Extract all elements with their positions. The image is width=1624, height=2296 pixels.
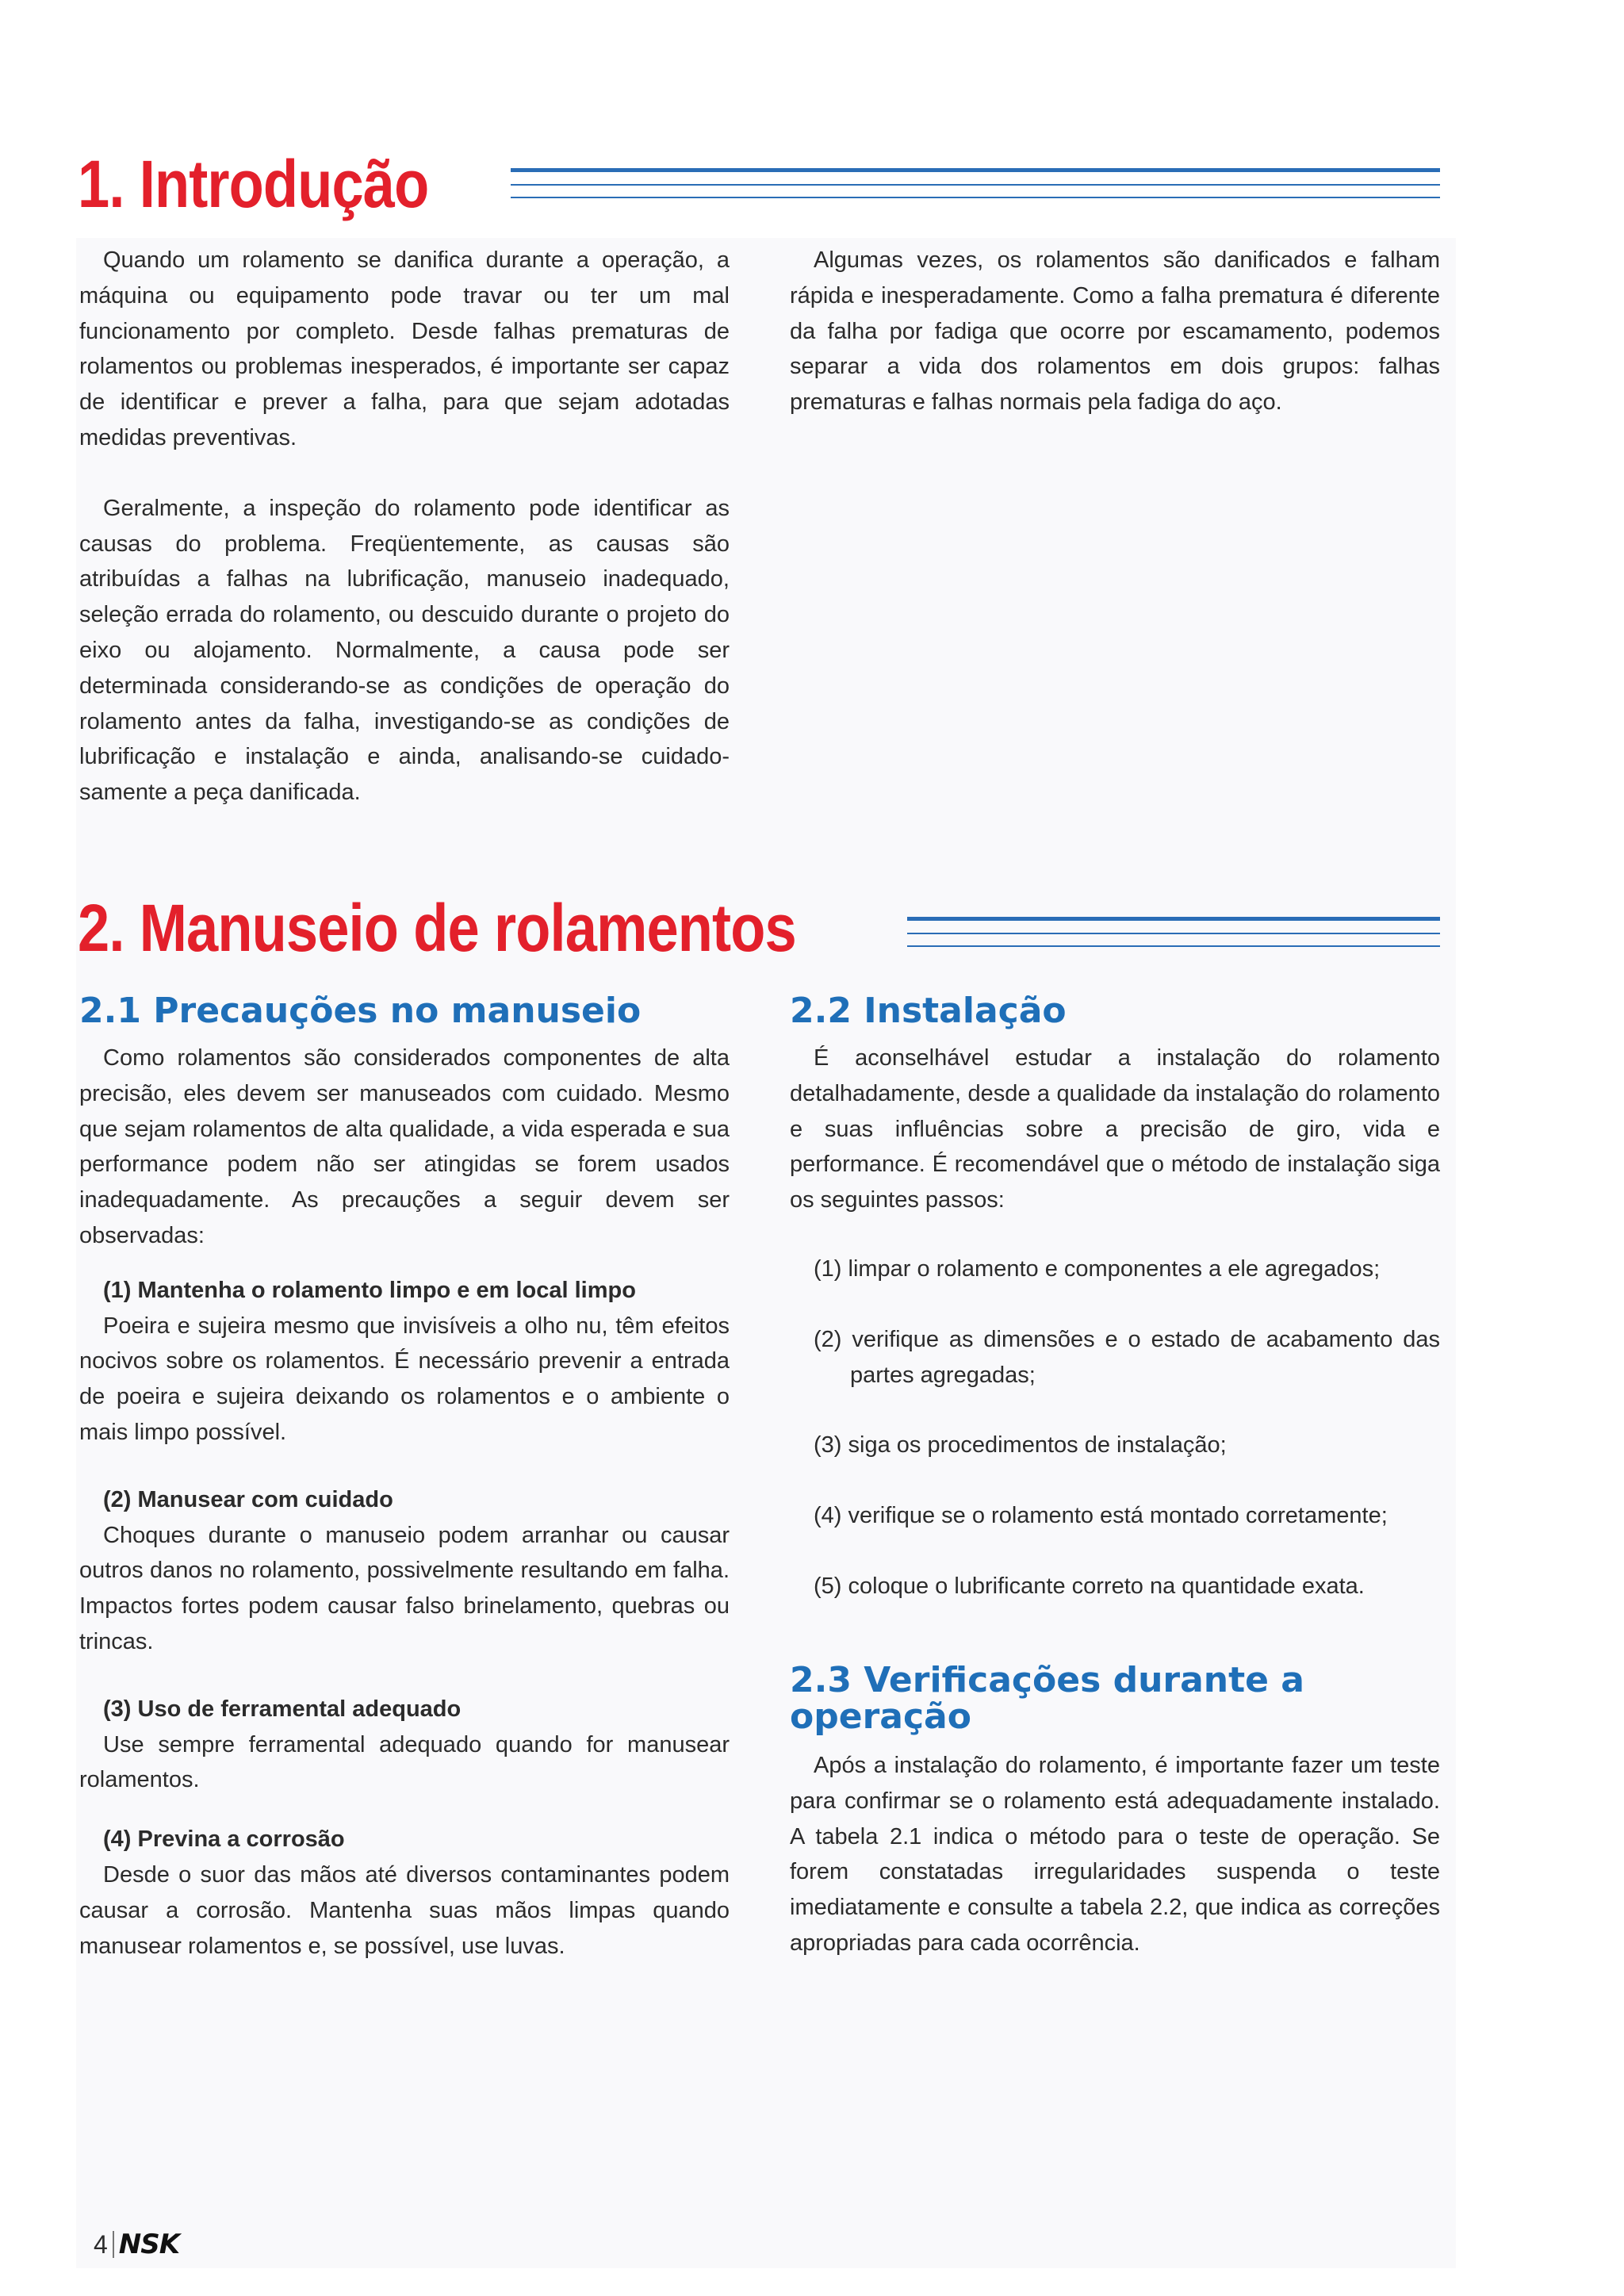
precaution-4-title: (4) Previna a corrosão: [103, 1826, 345, 1853]
subsection-2-3-heading: [790, 1662, 1304, 1735]
installation-step-4: (4) verifique se o rolamento está montado corretamente;: [814, 1503, 1388, 1529]
precaution-1-text: Poeira e sujeira mesmo que invisíveis a olho nu, têm efeitos nocivos sobre os rolamentos. É necessário prevenir a entrada de poeira e sujeira deixando os rolamentos e o ambiente o mais limpo possível.: [79, 1313, 730, 1445]
subsection-2-2-body: [790, 1041, 1440, 1604]
subsection-2-3-heading-line-2: operação: [790, 1696, 971, 1737]
precaution-2-text: Choques durante o manuseio podem arranhar ou causar outros danos no rolamento, possivelmente resultando em falha. Impactos fortes podem causar falso brinelamento, quebras ou trincas.: [79, 1522, 730, 1654]
intro-paragraph-3: Algumas vezes, os rolamentos são danificados e falham rápida e inesperadamente. Como a falha prematura é diferente da falha por fadiga que ocorre por escamamento, podemos separar a vida dos rolamentos em dois grupos: falhas prematuras e falhas normais pela fadiga do aço.: [790, 247, 1440, 416]
installation-step-3: (3) siga os procedimentos de instalação;: [814, 1432, 1227, 1458]
nsk-logo: NSK: [118, 2229, 180, 2260]
subsection-2-3-body: [790, 1748, 1440, 1961]
installation-steps: [790, 1251, 1440, 1604]
precaution-3-title: (3) Uso de ferramental adequado: [103, 1696, 462, 1722]
intro-paragraph-2: Geralmente, a inspeção do rolamento pode identificar as causas do problema. Freqüentemente, as causas são atribuídas a falhas na lubrificação, manuseio inadequado, seleção errada do rolamento, ou descuido durante o projeto do eixo ou alojamento. Normalmente, a causa pode ser determinada considerando-se as condições de operação do rolamento antes da falha, investigando-se as condições de lubrificação e instalação e ainda, analisando-se cuidado-samente a peça danificada.: [79, 495, 730, 806]
intro-paragraph-1: Quando um rolamento se danifica durante a operação, a máquina ou equipamento pode travar ou ter um mal funcionamento por completo. Desde falhas prematuras de rolamentos ou problemas inesperados, é importante ser capaz de identificar e prever a falha, para que sejam adotadas medidas preventivas.: [79, 247, 730, 450]
installation-intro: É aconselhável estudar a instalação do rolamento detalhadamente, desde a qualidade da instalação do rolamento e suas influências sobre a precisão de giro, vida e performance. É recomendável que o método de instalação siga os seguintes passos:: [790, 1045, 1440, 1213]
section-2-title-rules: [907, 917, 1440, 949]
installation-step-2: (2) verifique as dimensões e o estado de acabamento das partes agregadas;: [814, 1326, 1440, 1388]
precaution-4-text: Desde o suor das mãos até diversos contaminantes podem causar a corrosão. Mantenha suas mãos limpas quando manusear rolamentos e, se possível, use luvas.: [79, 1861, 730, 1959]
subsection-2-1-body: [79, 1041, 730, 1964]
subsection-2-3-heading-line-1: 2.3 Verificações durante a: [790, 1660, 1304, 1700]
precaution-1-title: (1) Mantenha o rolamento limpo e em local limpo: [103, 1277, 636, 1303]
section-1-title-rules: [511, 168, 1440, 200]
installation-step-1: (1) limpar o rolamento e componentes a ele agregados;: [814, 1255, 1381, 1282]
page-footer: [94, 2229, 179, 2260]
page-number: 4: [94, 2230, 108, 2259]
installation-step-5: (5) coloque o lubrificante correto na quantidade exata.: [814, 1573, 1365, 1599]
section-2-title: 2. Manuseio de rolamentos: [78, 891, 796, 965]
handling-intro: Como rolamentos são considerados componentes de alta precisão, eles devem ser manuseados com cuidado. Mesmo que sejam rolamentos de alta qualidade, a vida esperada e sua performance podem não ser atingidas se forem usados inadequadamente. As precauções a seguir devem ser observadas:: [79, 1045, 730, 1248]
section-1-left-column: [79, 243, 730, 811]
operation-check-text: Após a instalação do rolamento, é importante fazer um teste para confirmar se o rolamento está adequadamente instalado. A tabela 2.1 indica o método para o teste de operação. Se forem constatadas irregularidades suspenda o teste imediatamente e consulte a tabela 2.2, que indica as correções apropriadas para cada ocorrência.: [790, 1753, 1440, 1956]
precaution-3-text: Use sempre ferramental adequado quando for manusear rolamentos.: [79, 1731, 730, 1793]
footer-divider: [113, 2231, 114, 2258]
precaution-2-title: (2) Manusear com cuidado: [103, 1486, 393, 1512]
section-1-right-column: [790, 243, 1440, 420]
section-1-title: 1. Introdução: [78, 147, 429, 221]
subsection-2-2-heading: 2.2 Instalação: [790, 991, 1067, 1031]
subsection-2-1-heading: 2.1 Precauções no manuseio: [79, 991, 642, 1031]
